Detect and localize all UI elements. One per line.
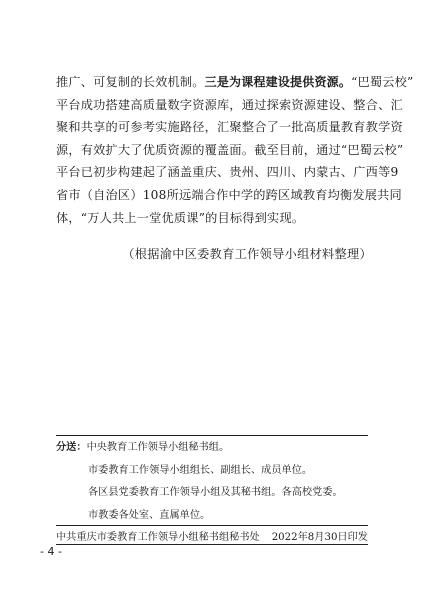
distribution-line-1 <box>56 441 229 455</box>
distribution-label: 分送： <box>56 442 87 453</box>
paragraph-line-5: 平台已初步构建起了涵盖重庆、贵州、四川、内蒙古、广西等9 <box>56 165 399 180</box>
footer-date: 2022年8月30日印发 <box>271 532 368 543</box>
paragraph-line-4: 源，有效扩大了优质资源的覆盖面。截至目前，通过“巴蜀云校” <box>56 142 404 157</box>
page-number: - 4 - <box>40 545 62 558</box>
paragraph-line-6: 省市（自治区）108所远端合作中学的跨区域教育均衡发展共同 <box>56 187 402 202</box>
paragraph-line-2: 平台成功搭建高质量数字资源库，通过探索资源建设、整合、汇 <box>56 97 403 112</box>
distribution-line-3: 各区县党委教育工作领导小组及其秘书组。各高校党委。 <box>88 487 343 498</box>
paragraph-line-1-end: “巴蜀云校” <box>351 75 414 89</box>
body-paragraph <box>56 71 414 229</box>
footer-bottom-rule <box>56 544 368 545</box>
distribution-line-4: 市教委各处室、直属单位。 <box>88 510 211 521</box>
distribution-top-rule <box>56 435 368 436</box>
distribution-recipient-1: 中央教育工作领导小组秘书组。 <box>86 442 230 453</box>
paragraph-bold-heading: 三是为课程建设提供资源。 <box>204 75 352 89</box>
footer-top-rule <box>56 525 368 526</box>
print-footer <box>56 528 368 543</box>
paragraph-line-1 <box>56 71 414 94</box>
source-note: （根据渝中区委教育工作领导小组材料整理） <box>122 247 372 261</box>
distribution-line-2: 市委教育工作领导小组组长、副组长、成员单位。 <box>88 465 313 476</box>
paragraph-line-7: 体，“万人共上一堂优质课”的目标得到实现。 <box>56 210 305 225</box>
paragraph-line-1-start: 推广、可复制的长效机制。 <box>56 75 205 89</box>
footer-issuer: 中共重庆市委教育工作领导小组秘书组秘书处 <box>56 532 260 543</box>
paragraph-line-3: 聚和共享的可参考实施路径，汇聚整合了一批高质量教育教学资 <box>56 120 403 135</box>
